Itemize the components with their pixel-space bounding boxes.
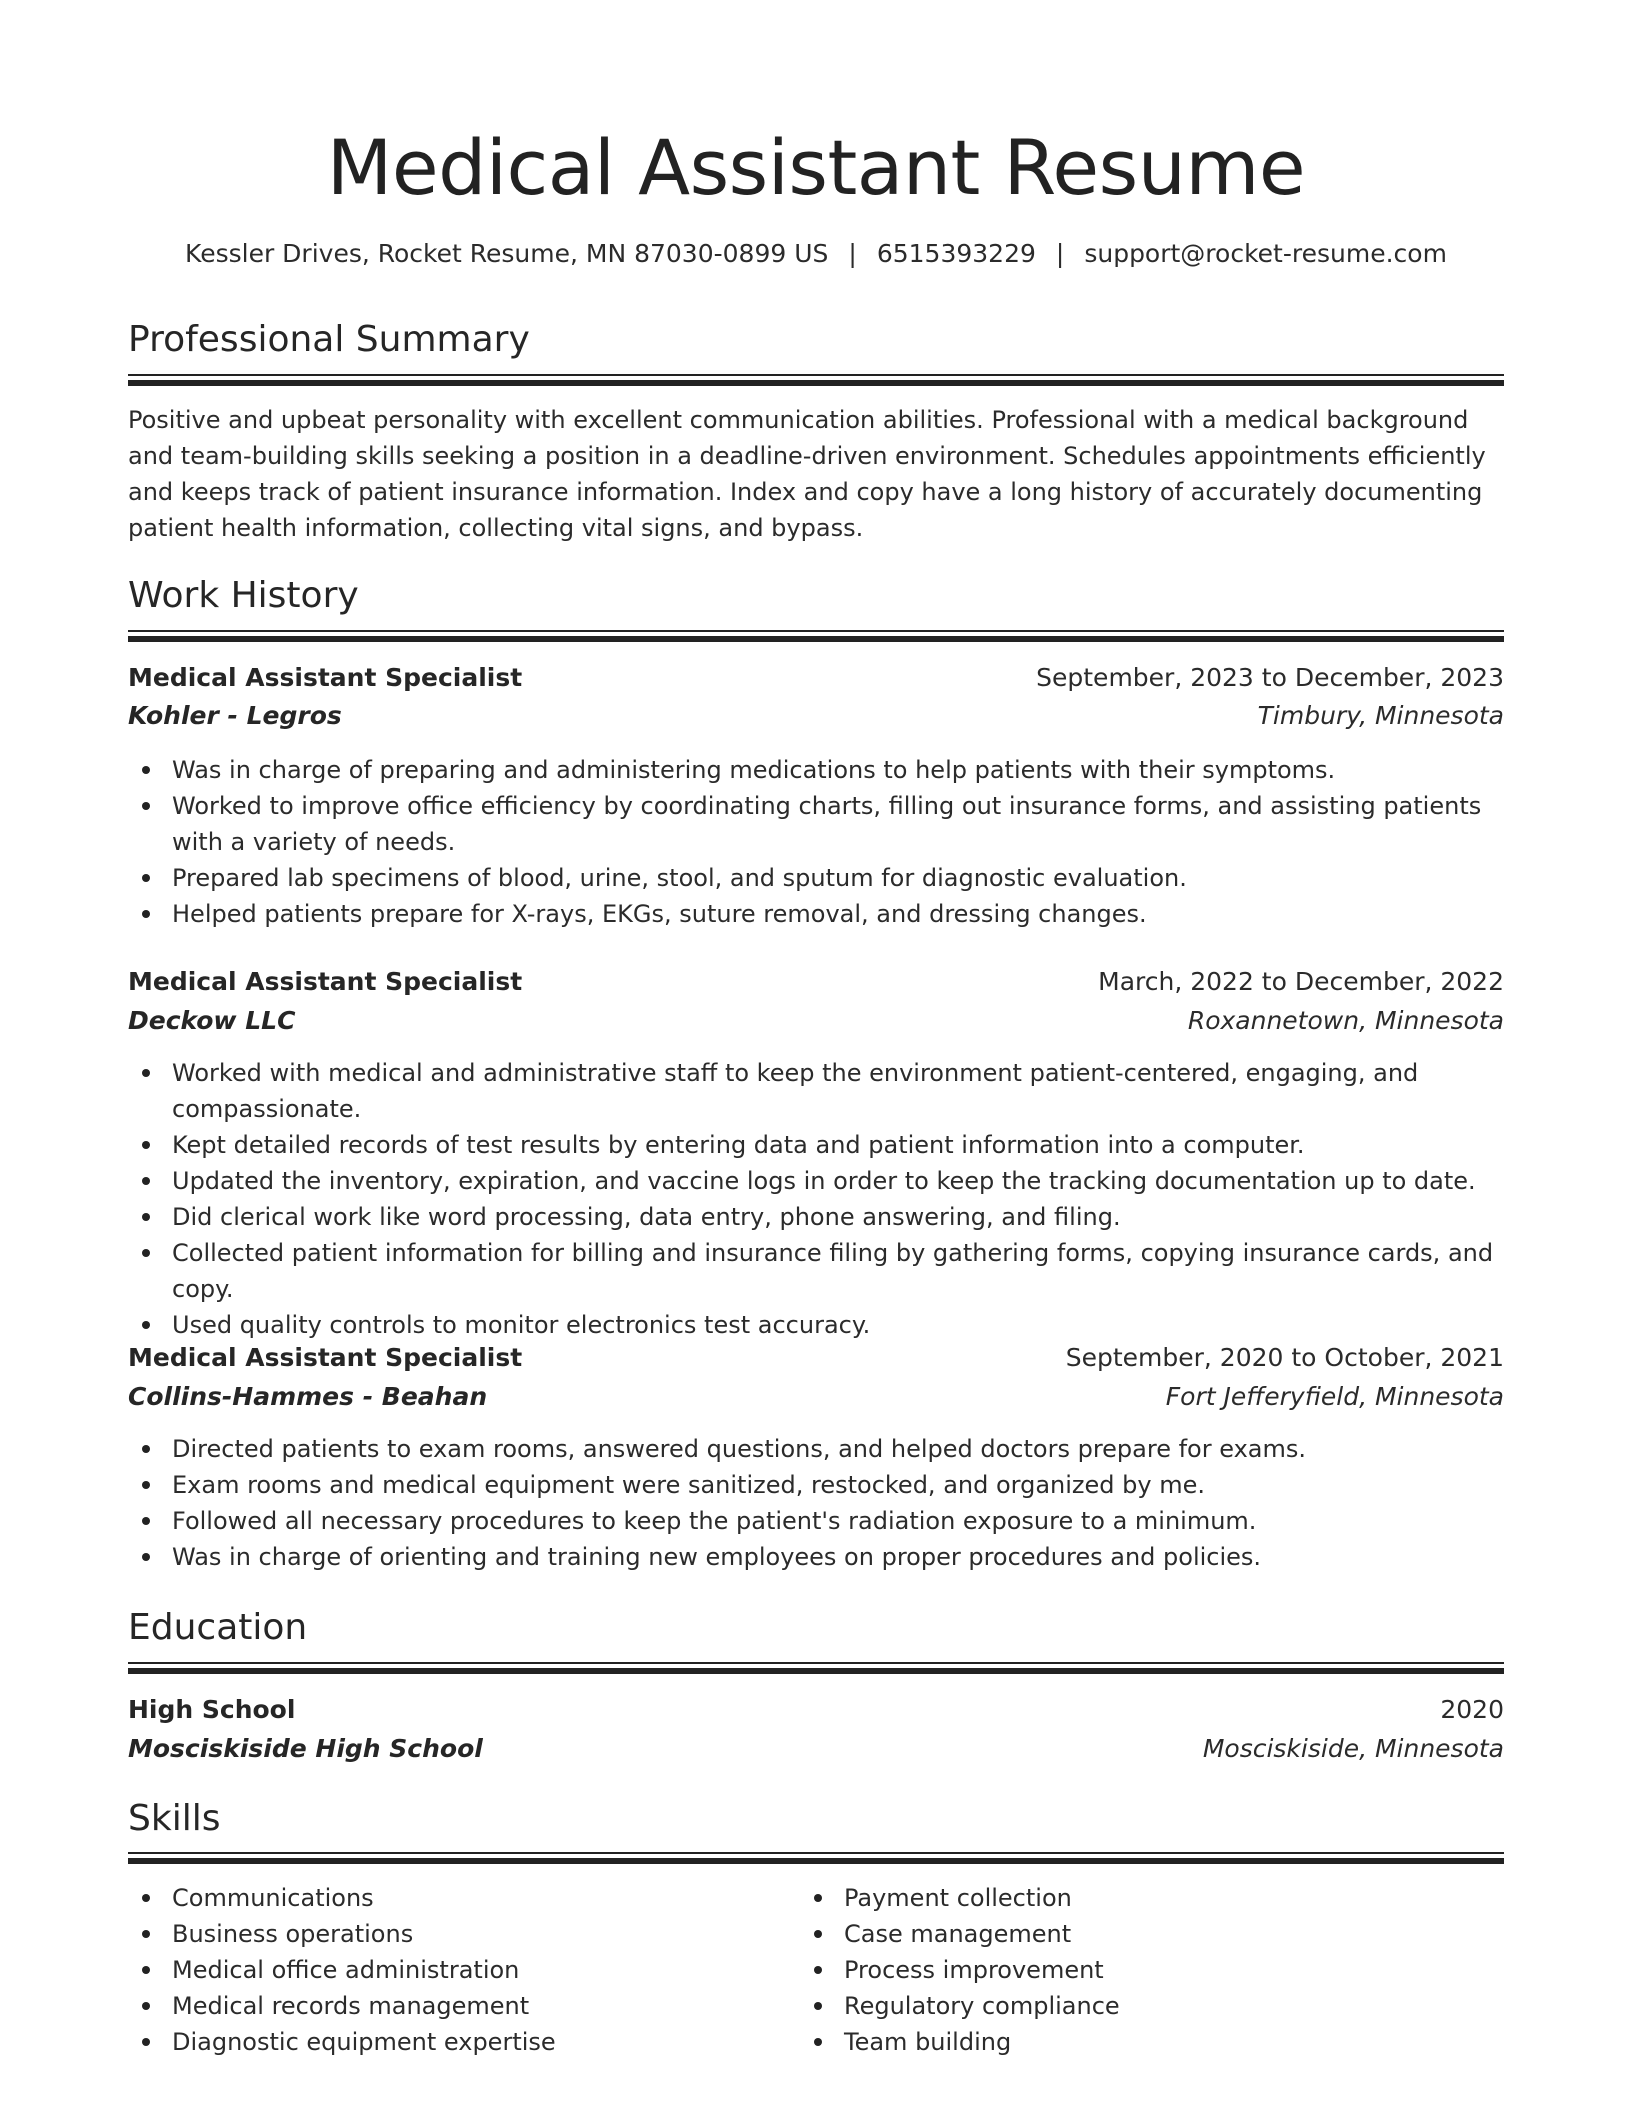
list-item: Prepared lab specimens of blood, urine, stool, and sputum for diagnostic evaluation. <box>128 860 1508 896</box>
contact-separator: | <box>848 239 857 268</box>
skills-list-left <box>128 1880 788 2060</box>
skill-item: Process improvement <box>800 1952 1460 1988</box>
job-title: Medical Assistant Specialist <box>128 663 523 692</box>
list-item: Updated the inventory, expiration, and vaccine logs in order to keep the tracking documentation up to date. <box>128 1163 1508 1199</box>
list-item: Directed patients to exam rooms, answered questions, and helped doctors prepare for exams. <box>128 1431 1508 1467</box>
summary-text: Positive and upbeat personality with excellent communication abilities. Professional with a medical background and team-building skills seeking a position in a deadline-driven environment. Schedules appointments efficiently and keeps track of patient insurance information. Index and copy have a long history of accurately documenting patient health information, collecting vital signs, and bypass. <box>128 406 1486 542</box>
job-company: Deckow LLC <box>128 1006 296 1035</box>
job-dates: September, 2023 to December, 2023 <box>1036 663 1504 692</box>
skill-item: Regulatory compliance <box>800 1988 1460 2024</box>
job-company-row <box>128 1377 1504 1417</box>
section-divider <box>128 374 1504 386</box>
page-title: Medical Assistant Resume <box>326 123 1306 212</box>
work-history-heading: Work History <box>128 575 359 616</box>
job-dates: September, 2020 to October, 2021 <box>1065 1343 1504 1372</box>
skill-item: Payment collection <box>800 1880 1460 1916</box>
skill-item: Case management <box>800 1916 1460 1952</box>
job-title: Medical Assistant Specialist <box>128 967 523 996</box>
skill-item: Team building <box>800 2024 1460 2060</box>
list-item: Did clerical work like word processing, data entry, phone answering, and filing. <box>128 1199 1508 1235</box>
skill-item: Communications <box>128 1880 788 1916</box>
contact-line <box>0 236 1632 272</box>
education-year: 2020 <box>1440 1695 1504 1724</box>
job-header-row <box>128 1338 1504 1378</box>
job-bullets <box>128 752 1508 932</box>
list-item: Helped patients prepare for X-rays, EKGs, suture removal, and dressing changes. <box>128 896 1508 932</box>
contact-email: support@rocket-resume.com <box>1084 239 1447 268</box>
skill-item: Medical office administration <box>128 1952 788 1988</box>
education-degree: High School <box>128 1695 296 1724</box>
job-title: Medical Assistant Specialist <box>128 1343 523 1372</box>
list-item: Exam rooms and medical equipment were sanitized, restocked, and organized by me. <box>128 1467 1508 1503</box>
job-company-row <box>128 1001 1504 1041</box>
list-item: Was in charge of orienting and training new employees on proper procedures and policies. <box>128 1539 1508 1575</box>
education-header-row <box>128 1690 1504 1730</box>
job-location: Roxannetown, Minnesota <box>1187 1006 1504 1035</box>
section-divider <box>128 630 1504 642</box>
list-item: Followed all necessary procedures to keep the patient's radiation exposure to a minimum. <box>128 1503 1508 1539</box>
contact-separator: | <box>1055 239 1065 268</box>
summary-heading: Professional Summary <box>128 319 530 360</box>
job-company: Kohler - Legros <box>128 701 342 730</box>
education-heading: Education <box>128 1607 308 1648</box>
job-company: Collins-Hammes - Beahan <box>128 1382 488 1411</box>
list-item: Worked with medical and administrative staff to keep the environment patient-centered, engaging, and compassionate. <box>128 1055 1508 1127</box>
skill-item: Business operations <box>128 1916 788 1952</box>
skills-heading: Skills <box>128 1798 221 1839</box>
skill-item: Medical records management <box>128 1988 788 2024</box>
contact-address: Kessler Drives, Rocket Resume, MN 87030-0899 US <box>185 239 829 268</box>
section-divider <box>128 1852 1504 1864</box>
list-item: Worked to improve office efficiency by coordinating charts, filling out insurance forms, and assisting patients with a variety of needs. <box>128 788 1508 860</box>
list-item: Collected patient information for billing and insurance filing by gathering forms, copying insurance cards, and copy. <box>128 1235 1508 1307</box>
education-location: Mosciskiside, Minnesota <box>1202 1734 1504 1763</box>
list-item: Kept detailed records of test results by entering data and patient information into a computer. <box>128 1127 1508 1163</box>
job-bullets <box>128 1055 1508 1343</box>
education-school: Mosciskiside High School <box>128 1734 483 1763</box>
skills-list-right <box>800 1880 1460 2060</box>
list-item: Used quality controls to monitor electronics test accuracy. <box>128 1307 1508 1343</box>
job-header-row <box>128 658 1504 698</box>
job-location: Timbury, Minnesota <box>1257 701 1504 730</box>
education-school-row <box>128 1729 1504 1769</box>
contact-phone: 6515393229 <box>876 239 1036 268</box>
list-item: Was in charge of preparing and administering medications to help patients with their symptoms. <box>128 752 1508 788</box>
job-company-row <box>128 696 1504 736</box>
job-dates: March, 2022 to December, 2022 <box>1098 967 1504 996</box>
job-bullets <box>128 1431 1508 1575</box>
job-location: Fort Jefferyfield, Minnesota <box>1165 1382 1504 1411</box>
job-header-row <box>128 962 1504 1002</box>
skill-item: Diagnostic equipment expertise <box>128 2024 788 2060</box>
section-divider <box>128 1662 1504 1674</box>
